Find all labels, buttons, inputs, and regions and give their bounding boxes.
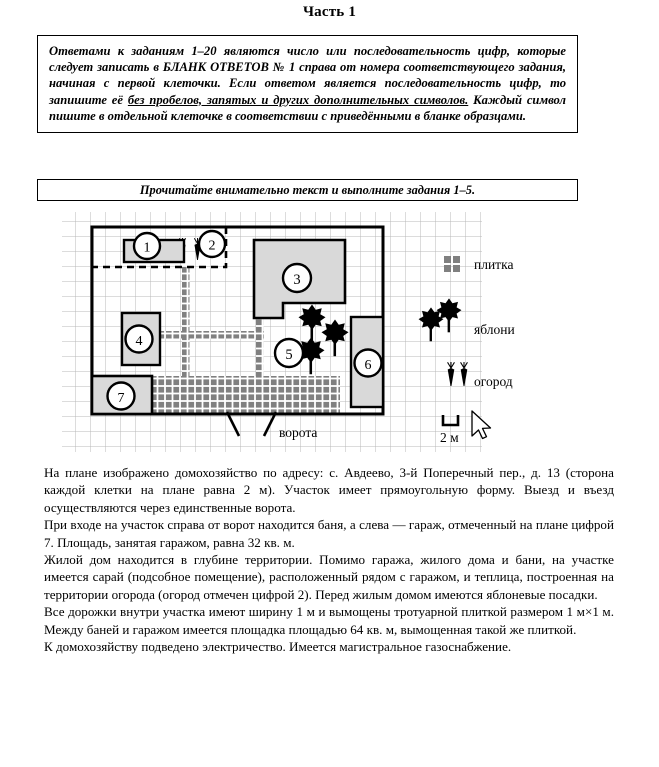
paragraph-1: На плане изображено домохозяйство по адресу: с. Авдеево, 3-й Поперечный пер., д. 13 (сторона каждой клетки на плане равна 2 м). Участок имеет прямоугольную форму. Выезд и въезд осуществляются через единственные ворота. (44, 465, 614, 515)
page-title: Часть 1 (302, 4, 357, 20)
badge-4 (126, 326, 153, 353)
paragraph-3: Жилой дом находится в глубине территории. Помимо гаража, жилого дома и бани, на участке имеется сарай (подсобное помещение), расположенный рядом с гаражом, и теплица, построенная на территории огорода (огород отмечен цифрой 2). Перед жилым домом имеются яблоневые посадки. (44, 552, 614, 602)
instruction-underlined: без пробелов, запятых и других дополнительных символов. (127, 92, 469, 107)
badge-1-label: 1 (143, 240, 151, 256)
instruction-text (49, 43, 566, 124)
paragraph-4: Все дорожки внутри участка имеют ширину 1 м и вымощены тротуарной плиткой размером 1 м×1 м. Между баней и гаражом имеется площадка площадью 64 кв. м, вымощенная такой же плиткой. (44, 604, 614, 637)
tile-icon (444, 256, 451, 263)
instruction-box (37, 35, 578, 133)
legend-label-garden: огород (474, 374, 513, 389)
gate-label: ворота (279, 425, 318, 440)
badge-3 (283, 264, 311, 292)
legend-label-tile: плитка (474, 257, 514, 272)
task-description-text (44, 464, 614, 655)
badge-5-label: 5 (285, 347, 293, 363)
scale-bar-label: 2 м (440, 430, 459, 445)
badge-7-label: 7 (117, 390, 125, 406)
badge-5 (275, 339, 303, 367)
household-plan (0, 206, 659, 458)
read-instruction-bar (37, 179, 578, 201)
badge-7 (108, 383, 135, 410)
legend-label-apple: яблони (474, 322, 515, 337)
paragraph-5: К домохозяйству подведено электричество. Имеется магистральное газоснабжение. (44, 639, 512, 655)
badge-1 (134, 233, 160, 259)
read-instruction-label: Прочитайте внимательно текст и выполните задания 1–5. (139, 182, 476, 197)
badge-3-label: 3 (293, 272, 301, 288)
badge-6 (355, 350, 382, 377)
paragraph-2: При входе на участок справа от ворот находится баня, а слева — гараж, отмеченный на плане цифрой 7. Площадь, занятая гаражом, равна 32 кв. м. (44, 517, 614, 550)
badge-4-label: 4 (135, 333, 143, 349)
instruction-part-2: Каждый символ пишите в отдельной клеточке в соответствии с приведёнными в бланке образцами. (49, 92, 566, 123)
instruction-part-1: Ответами к заданиям 1–20 являются число или последовательность цифр, которые следует записать в БЛАНК ОТВЕТОВ № 1 справа от номера соответствующего задания, начиная с первой клеточки. Если ответом является последовательность цифр, то запишите её (49, 44, 566, 107)
badge-2-label: 2 (208, 238, 216, 254)
badge-6-label: 6 (364, 357, 372, 373)
badge-2 (199, 231, 225, 257)
